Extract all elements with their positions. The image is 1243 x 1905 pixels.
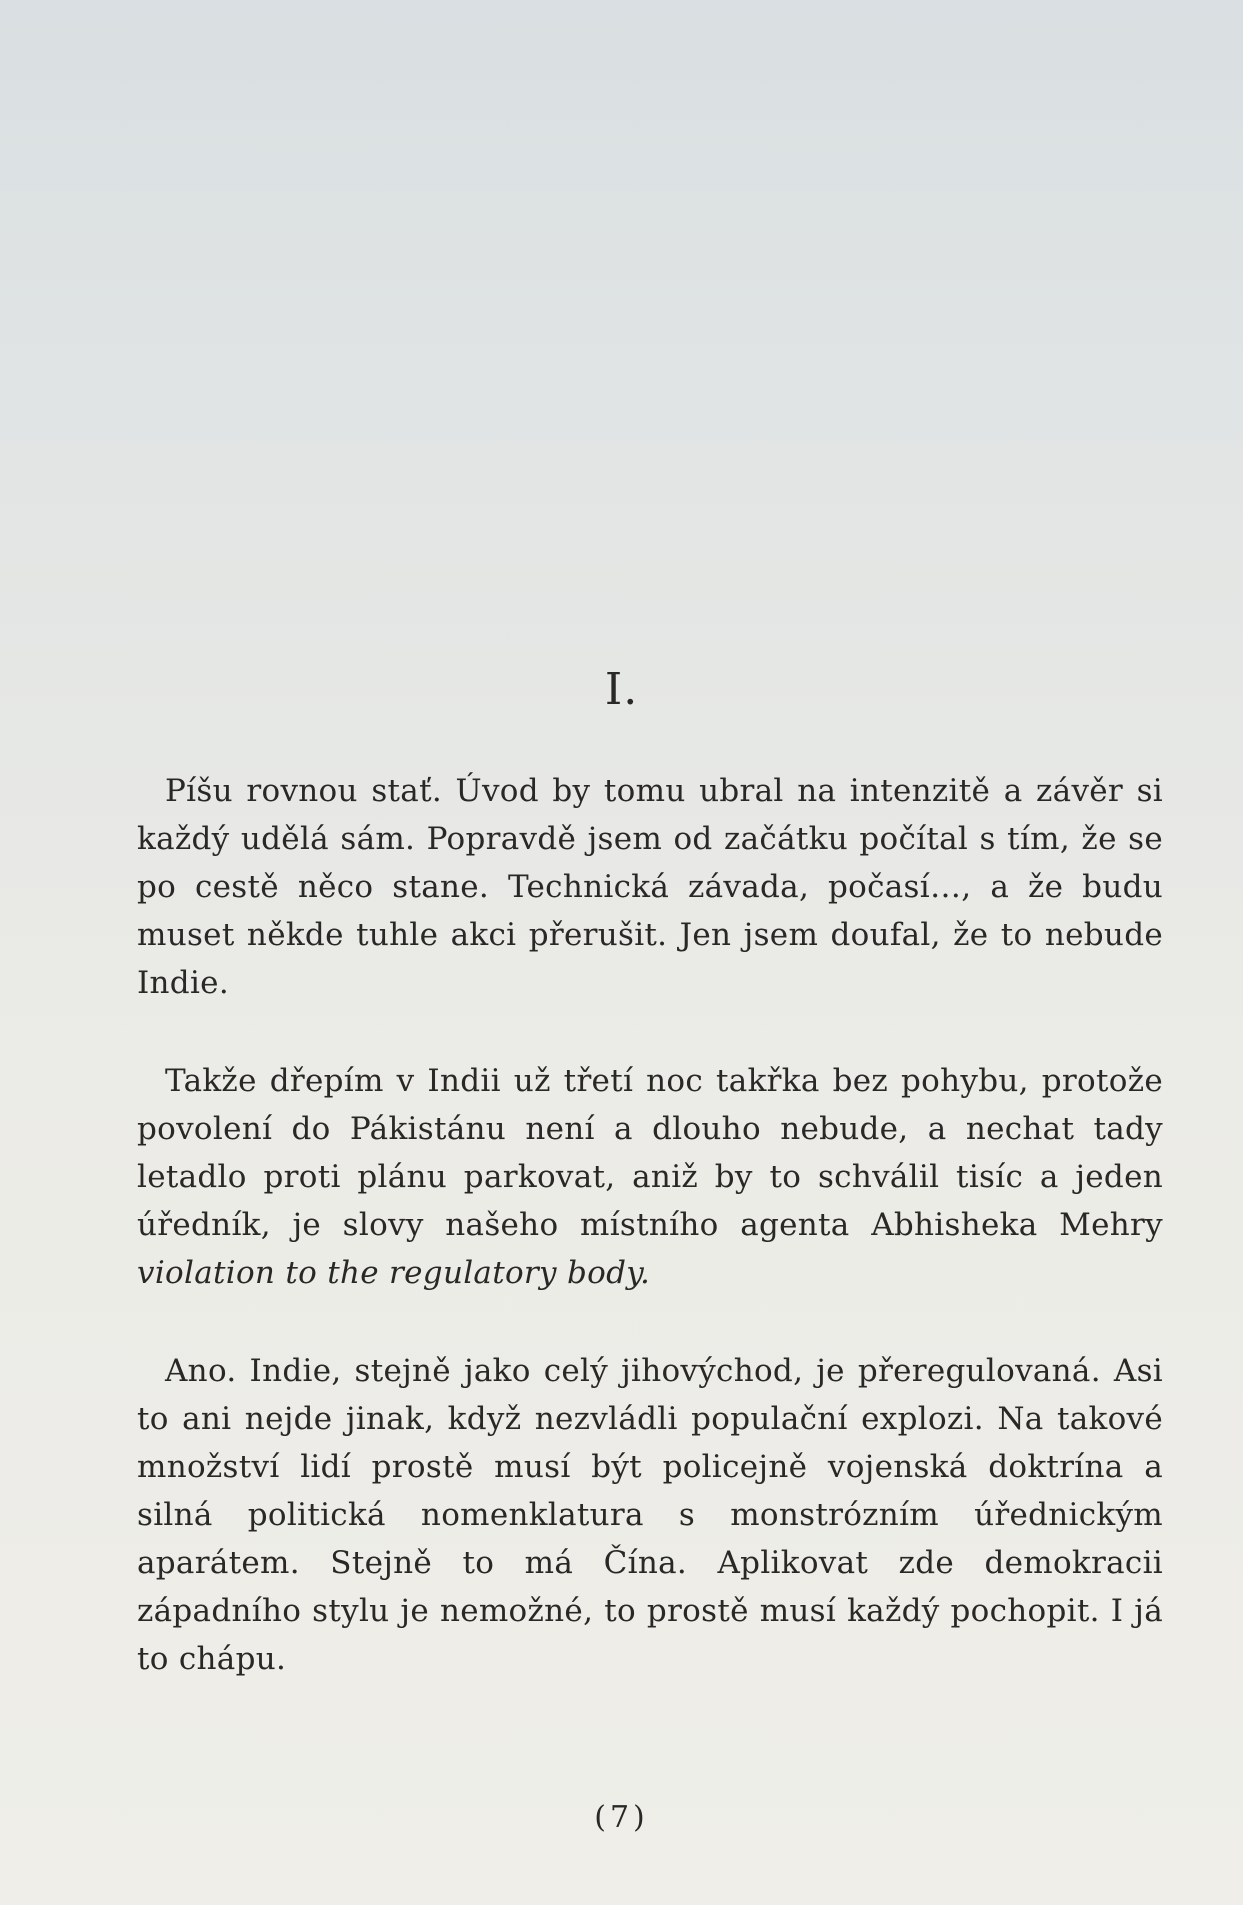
paragraph-text <box>137 1057 1163 1297</box>
paragraph-text-regular: Takže dřepím v Indii už třetí noc takřka bez pohybu, protože povolení do Pákistánu není a dlouho nebude, a nechat tady letadlo proti plánu parkovat, aniž by to schválil tisíc a jeden úředník, je slovy našeho místního agenta Abhisheka Mehry <box>137 1063 1163 1243</box>
paragraph-text-italic: violation to the regulatory body. <box>137 1255 651 1291</box>
paragraph-1 <box>137 767 1163 1007</box>
paragraph-2 <box>137 1057 1163 1297</box>
paragraph-text: Píšu rovnou stať. Úvod by tomu ubral na intenzitě a závěr si každý udělá sám. Popravdě jsem od začátku počítal s tím, že se po cestě něco stane. Technická závada, počasí…, a že budu muset někde tuhle akci přerušit. Jen jsem doufal, že to nebude Indie. <box>137 773 1163 1001</box>
chapter-heading: I. <box>604 664 639 715</box>
page-number: (7) <box>594 1800 649 1835</box>
paragraph-text: Ano. Indie, stejně jako celý jihovýchod, je přeregulovaná. Asi to ani nejde jinak, když nezvládli populační explozi. Na takové množství lidí prostě musí být policejně vojenská doktrína a silná politická nomenklatura s monstrózním úřednickým aparátem. Stejně to má Čína. Aplikovat zde demokracii západního stylu je nemožné, to prostě musí každý pochopit. I já to chápu. <box>137 1353 1163 1677</box>
paragraph-3 <box>137 1347 1163 1683</box>
